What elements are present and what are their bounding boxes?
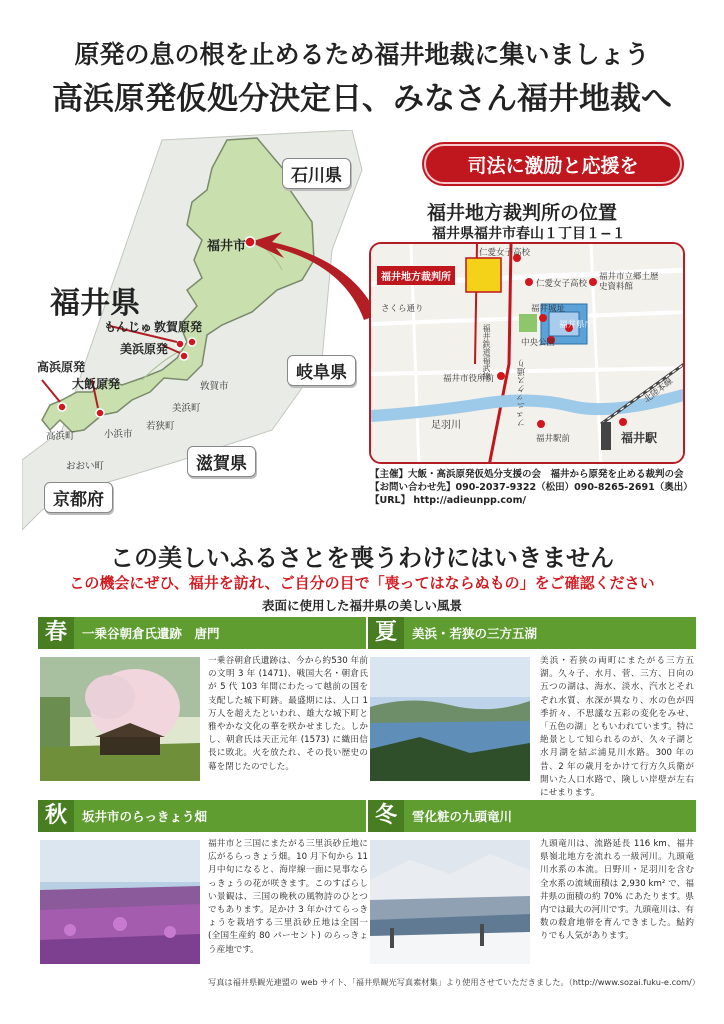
- season-char: 冬: [368, 800, 404, 832]
- card-title: 美浜・若狭の三方五湖: [412, 626, 538, 641]
- inset-pref-office: 福井県庁: [559, 320, 594, 330]
- inset-city-office: 福井市役所前: [443, 374, 495, 384]
- map-panel: [22, 130, 702, 530]
- inset-hokuriku-line: 北陸本線: [642, 376, 676, 406]
- summer-photo: [370, 657, 530, 781]
- takahama-plant-label: 高浜原発: [37, 360, 86, 374]
- headline-top: 原発の息の根を止めるため福井地裁に集いましょう: [74, 40, 650, 69]
- winter-text: 九頭竜川は、流路延長 116 km、福井県嶺北地方を流れる一級河川。九頭竜川水系の本流。日野川・足羽川を含む全水系の流域面積は 2,930 km² で、福井県の面積の約 70% にあたります。県内では最大の河川です。九頭竜川は、有数の殺倉地帯を育んできました。鮎釣りでも人気があります。: [540, 839, 695, 942]
- takahama-town-label: 高浜町: [46, 431, 75, 442]
- organizer-line: 【主催】大飯・高浜原発仮処分支援の会 福井から原発を止める裁判の会: [370, 469, 684, 480]
- inset-museum: 福井市立郷土歴史資料館: [599, 272, 659, 292]
- autumn-text: 福井市と三国にまたがる三里浜砂丘地に広がるらっきょう畑。10 月下旬から 11 月中旬になると、海岸線一面に見事ならっきょうの花が咲きます。このすばらしい景観は、三国の晩秋の風物詩のひとつでもあります。足かけ 3 年かけてらっきょうを栽培する三里浜砂丘地は全国一 (全国生産約 80 パーセント) のらっきょう産地です。: [208, 839, 368, 955]
- card-title: 一乗谷朝倉氏遺跡 唐門: [82, 626, 220, 641]
- season-char: 秋: [38, 800, 74, 832]
- inset-jinai-high: 仁愛女子高校: [479, 248, 531, 258]
- season-card-summer: [368, 617, 696, 799]
- card-header: [368, 800, 696, 832]
- monju-marker: [176, 340, 184, 348]
- mihama-plant-label: 美浜原発: [120, 342, 169, 356]
- card-header: [38, 617, 366, 649]
- fukui-pref-title: 福井県: [50, 286, 140, 321]
- inset-jinai-high-2: 仁愛女子高校: [536, 279, 588, 289]
- shiga-label: 滋賀県: [187, 446, 256, 477]
- organizer-info: [370, 468, 700, 507]
- fukui-city-label: 福井市: [207, 239, 247, 254]
- photo-credit: 写真は福井県観光連盟の web サイト、「福井県観光写真素材集」より使用させていただきました。（http://www.sozai.fuku-e.com/）: [208, 977, 700, 987]
- card-header: [38, 800, 366, 832]
- court-inset-map: [369, 242, 685, 464]
- contact-line: 【お問い合わせ先】090-2037-9322（松田）090-8265-2691（奥出）: [370, 482, 693, 493]
- inset-castle: 福井城址: [531, 304, 566, 314]
- ohi-town-label: おおい町: [66, 461, 105, 472]
- inset-fukui-station: 福井駅: [621, 431, 658, 445]
- ohi-marker: [96, 409, 104, 417]
- autumn-photo: [40, 840, 200, 964]
- tsuruga-city-label: 敦賀市: [200, 381, 229, 392]
- inset-park: 中央公園: [521, 338, 556, 348]
- kyoto-label: 京都府: [44, 482, 113, 513]
- inset-sakura-street: さくら通り: [381, 304, 424, 314]
- season-char: 春: [38, 617, 74, 649]
- season-card-winter: [368, 800, 696, 972]
- ishikawa-label: 石川県: [282, 158, 351, 189]
- season-card-autumn: [38, 800, 366, 972]
- ohi-plant-label: 大飯原発: [72, 377, 121, 391]
- inset-route: 福井鉄道福武線: [482, 324, 491, 380]
- headline-main: 高浜原発仮処分決定日、みなさん福井地裁へ: [52, 81, 672, 117]
- encouragement-badge: 司法に激励と応援を: [424, 144, 682, 184]
- inset-asuwa-river: 足羽川: [431, 420, 461, 431]
- winter-photo: [370, 840, 530, 964]
- court-location-title: 福井地方裁判所の位置: [427, 202, 618, 224]
- wakasa-town-label: 若狭町: [146, 421, 175, 432]
- card-title: 雪化粧の九頭竜川: [412, 809, 513, 824]
- spring-text: 一乗谷朝倉氏遺跡は、今から約530 年前の文明 3 年 (1471)、戦国大名・朝倉氏が 5 代 103 年間にわたって越前の国を支配した城下町跡。最盛期には、人口 1 万人を超えたといわれ、雄大な城下町と雅やかな文化の華を咲かせました。しかし、朝倉氏は天正元年 (1573) に織田信長に敗北。火を放たれ、その長い歴史の幕を閉じたのでした。: [208, 656, 368, 772]
- fukui-city-marker: [245, 237, 255, 247]
- monju-label: もんじゅ: [104, 320, 153, 334]
- season-char: 夏: [368, 617, 404, 649]
- card-title: 坂井市のらっきょう畑: [82, 809, 208, 824]
- inset-station-front: 福井駅前: [536, 434, 571, 444]
- mihama-town-label: 美浜町: [172, 403, 201, 414]
- card-header: [368, 617, 696, 649]
- slogan: この美しいふるさとを喪うわけにはいきません: [110, 544, 614, 572]
- url-line[interactable]: 【URL】 http://adieunpp.com/: [370, 495, 526, 506]
- summer-text: 美浜・若狭の両町にまたがる三方五湖。久々子、水月、菅、三方、日向の五つの湖は、海水、淡水、汽水とそれぞれ水質、水深が異なり、水の色が四季折々、不思議な五彩の変化をみせ、「五色の湖」ともいわれています。特に絶景として知られるのが、久々子湖と水月湖を結ぶ浦見川水路。300 年の昔、2 年の歳月をかけて行方久兵衛が開いた人口水路で、険しい岸壁が左右にせまります。: [540, 656, 695, 799]
- tsuruga-marker: [188, 338, 196, 346]
- takahama-marker: [58, 403, 66, 411]
- gifu-label: 岐阜県: [287, 355, 356, 386]
- obama-city-label: 小浜市: [104, 429, 133, 440]
- inset-court-label: 福井地方裁判所: [377, 266, 455, 285]
- court-address: 福井県福井市春山１丁目１−１: [432, 226, 626, 242]
- scenery-caption: 表面に使用した福井県の美しい風景: [261, 598, 462, 613]
- tsuruga-plant-label: 敦賀原発: [154, 320, 203, 334]
- spring-photo: [40, 657, 200, 781]
- mihama-marker: [180, 352, 188, 360]
- season-card-spring: [38, 617, 366, 789]
- invitation-line: この機会にぜひ、福井を訪れ、ご自分の目で「喪ってはならぬもの」をご確認ください: [69, 574, 655, 592]
- inset-phoenix-street: フェニックス通り: [517, 359, 527, 427]
